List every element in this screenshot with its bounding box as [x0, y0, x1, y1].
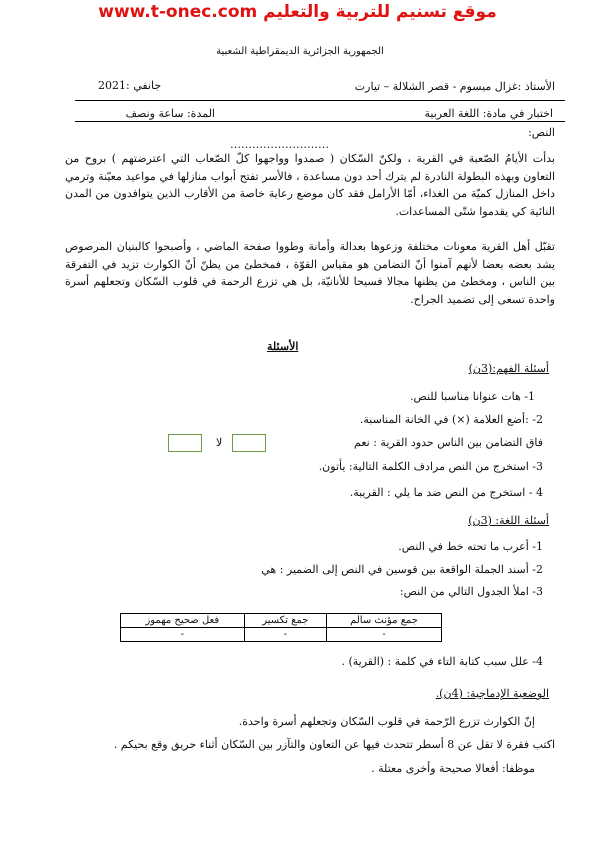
- answer-box-no[interactable]: [168, 434, 202, 452]
- table-header-row: [121, 614, 442, 628]
- header-divider-top: [75, 100, 565, 101]
- table-row[interactable]: [121, 628, 442, 642]
- language-q1: 1- أعرب ما تحته خط في النص.: [398, 540, 543, 553]
- integration-task: اكتب فقرة لا تقل عن 8 أسطر تتحدث فيها عن التعاون والتآزر بين السّكان أثناء حريق وقع بحيكم .: [113, 738, 555, 751]
- language-q2: 2- أسند الجملة الواقعة بين قوسين في النص إلى الضمير : هي: [261, 563, 543, 576]
- site-url[interactable]: www.t-onec.com: [98, 2, 258, 22]
- site-header[interactable]: [0, 2, 595, 22]
- exam-subject: اختبار في مادة: اللغة العربية: [424, 107, 553, 120]
- table-cell[interactable]: -: [327, 628, 442, 642]
- text-dots: ………………………: [230, 138, 329, 151]
- comprehension-q2-no-label: لا: [216, 436, 223, 449]
- table-header-cell: فعل صحيح مهموز: [121, 614, 245, 628]
- text-paragraph-1: بدأت الأيامُ الصّعبة في القرية ، ولكنّ السّكان ( صمدوا وواجهوا كلّ الصّعاب التي اعترضتهم ) بروح من التعاون وبهذه البطولة النادرة لم يترك أحد دون مساعدة ، فالأسر تفتح أبواب منازلها في مواعيد معيّنة وترمي داخل المنازل كميّة من الغذاء، أمّا الأرامل فقد كان موضع رعاية خاصة من الأقارب الذين يتوافدون من المدن النائية كي يقدموا شتّى المساعدات.: [65, 152, 555, 218]
- table-cell[interactable]: -: [244, 628, 327, 642]
- language-q4: 4- علل سبب كتابة التاء في كلمة : (القرية) .: [341, 655, 543, 668]
- exam-duration: المدة: ساعة ونصف: [125, 107, 215, 120]
- questions-title: الأسئلة: [267, 340, 299, 353]
- republic-name: الجمهورية الجزائرية الديمقراطية الشعبية: [216, 46, 384, 57]
- text-label: النص:: [528, 126, 555, 139]
- fill-table: [120, 613, 442, 642]
- comprehension-title: أسئلة الفهم:(3ن): [468, 362, 549, 375]
- text-paragraph-2: تقبّل أهل القرية معونات مختلفة وزعوها بعدالة وأمانة وطووا صفحة الماضي ، وأصبحوا كالبنيان المرصوص يشد بعضه بعضا لأنهم آمنوا أنّ التضامن هو مقياس القوّة ، فمخطئ من يظنّ أنّ الكوارث تزيد في التفرقة بين الناس ، ومخطئ من يظنها مجالا فسيحا للأنانيّة، بل هي تزرع الرحمة في قلوب السّكان وتجعلهم أسرة واحدة تسعى إلى تضميد الجراح.: [65, 240, 555, 306]
- teacher-info: الأستاذ :غزال ميسوم - قصر الشلالة – تيارت: [354, 80, 555, 93]
- comprehension-q4: 4 - استخرج من النص ضد ما يلي : القريبة.: [349, 486, 543, 499]
- integration-instruction: موظفا: أفعالا صحيحة وأخرى معتلة .: [371, 762, 535, 775]
- table-header-cell: جمع تكسير: [244, 614, 327, 628]
- table-cell[interactable]: -: [121, 628, 245, 642]
- language-title: أسئلة اللغة: (3ن): [468, 514, 549, 527]
- comprehension-q2: 2- :أضع العلامة (×) في الخانة المناسبة.: [359, 413, 543, 426]
- comprehension-q1: 1- هات عنوانا مناسبا للنص.: [410, 390, 535, 403]
- language-q3: 3- املأ الجدول التالي من النص:: [399, 585, 543, 598]
- integration-statement: إنّ الكوارث تزرع الرّحمة في قلوب السّكان وتجعلهم أسرة واحدة.: [238, 715, 535, 728]
- header-divider-bottom: [75, 121, 565, 122]
- table-header-cell: جمع مؤنث سالم: [327, 614, 442, 628]
- integration-title: الوضعية الإدماجية: (4ن).: [435, 687, 549, 700]
- exam-date: جانفي :2021: [98, 79, 162, 92]
- site-name[interactable]: موقع تسنيم للتربية والتعليم: [263, 2, 497, 22]
- answer-box-yes[interactable]: [232, 434, 266, 452]
- comprehension-q2-statement: فاق التضامن بين الناس حدود القرية : نعم: [354, 436, 543, 449]
- comprehension-q3: 3- استخرج من النص مرادف الكلمة التالية: يأتون.: [318, 460, 543, 473]
